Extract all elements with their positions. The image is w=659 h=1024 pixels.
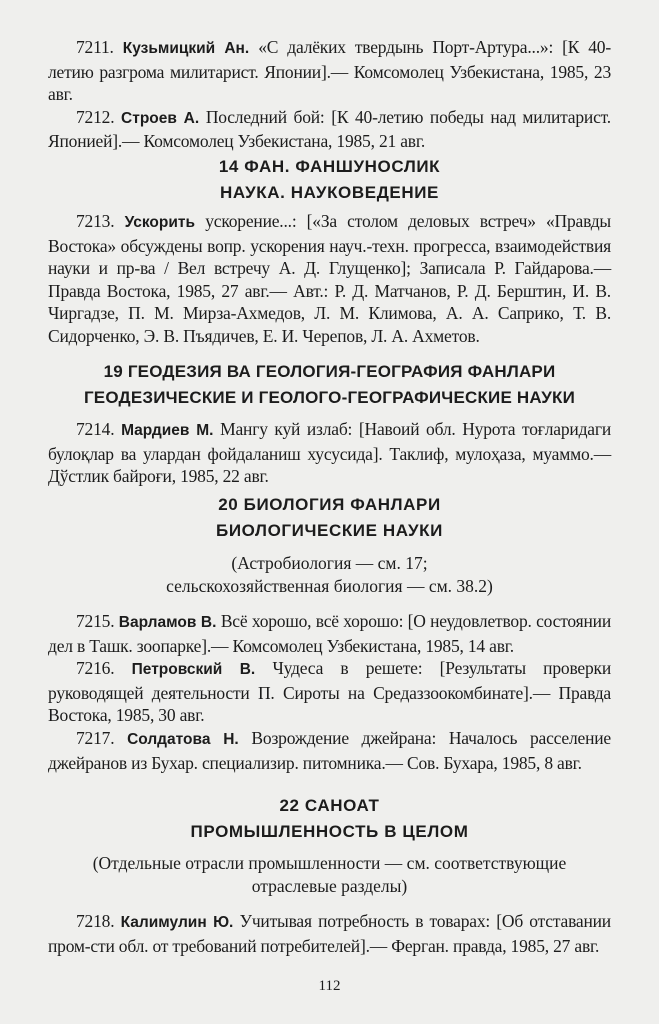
entry-group <box>48 610 611 774</box>
page-number: 112 <box>318 978 341 994</box>
entry-number: 7216. <box>76 658 115 679</box>
entry-7218 <box>48 910 611 957</box>
entry-author: Варламов В. <box>118 614 217 631</box>
section-title-uz: 22 САНОАТ <box>279 796 380 815</box>
entry-number: 7217. <box>76 727 115 748</box>
entry-text: Чудеса в решете: [Результаты проверки руководящей деятельности П. Сироты на Средаззоокомбинате].— Правда Востока, 1985, 30 авг. <box>48 658 611 726</box>
section-note: отраслевые разделы) <box>251 876 408 896</box>
section-note: (Астробиология — см. 17; <box>231 553 428 573</box>
entry-7215 <box>48 610 611 657</box>
entry-7213 <box>48 210 611 348</box>
entry-7217 <box>48 727 611 774</box>
entry-text: Мангу куй излаб: [Навоий обл. Нурота тоғларидаги булоқлар ва улардан фойдаланиш хусусида]. Таклиф, мулоҳаза, муаммо.— Дўстлик байроғи, 1985, 22 авг. <box>48 419 611 487</box>
entry-7216 <box>48 657 611 727</box>
entry-author: Калимулин Ю. <box>120 914 234 931</box>
entry-text: Последний бой: [К 40-летию победы над милитарист. Японией].— Комсомолец Узбекистана, 1985, 21 авг. <box>48 106 611 152</box>
entry-text: Возрождение джейрана: Началось расселение джейранов из Бухар. специализир. питомника.— Сов. Бухара, 1985, 8 авг. <box>48 727 612 773</box>
entry-author: Строев А. <box>121 109 200 127</box>
section-title-ru: ПРОМЫШЛЕННОСТЬ В ЦЕЛОМ <box>190 822 469 841</box>
entry-group <box>48 36 611 153</box>
section-title-ru: ГЕОДЕЗИЧЕСКИЕ И ГЕОЛОГО-ГЕОГРАФИЧЕСКИЕ НАУКИ <box>83 388 576 407</box>
entry-author: Солдатова Н. <box>127 730 239 748</box>
entry-text: Учитывая потребность в товарах: [Об отставании пром-сти обл. от требований потребителей].— Ферган. правда, 1985, 27 авг. <box>48 911 611 956</box>
section-title-uz: 14 ФАН. ФАНШУНОСЛИК <box>218 157 441 176</box>
section-title-ru: БИОЛОГИЧЕСКИЕ НАУКИ <box>216 521 443 540</box>
entry-number: 7215. <box>76 611 115 631</box>
entry-number: 7211. <box>76 37 114 57</box>
section-heading <box>48 793 611 898</box>
entry-text: Всё хорошо, всё хорошо: [О неудовлетвор. состоянии дел в Ташк. зоопарке].— Комсомолец Узбекистана, 1985, 14 авг. <box>48 611 611 656</box>
entry-text: «С далёких твердынь Порт-Артура...»: [К 40-летию разгрома милитарист. Японии].— Комсомолец Узбекистана, 1985, 23 авг. <box>48 37 611 105</box>
section-note: сельскохозяйственная биология — см. 38.2) <box>166 576 493 596</box>
entry-7214 <box>48 418 611 488</box>
entry-author: Ускорить <box>124 214 196 231</box>
section-title-uz: 19 ГЕОДЕЗИЯ ВА ГЕОЛОГИЯ-ГЕОГРАФИЯ ФАНЛАРИ <box>103 362 556 381</box>
entry-group <box>48 418 611 488</box>
section-heading <box>48 492 611 598</box>
entry-number: 7212. <box>76 106 115 127</box>
section-title-uz: 20 БИОЛОГИЯ ФАНЛАРИ <box>218 495 441 514</box>
entry-author: Петровский В. <box>131 661 256 679</box>
entry-text: ускорение...: [«За столом деловых встреч» «Правды Востока» обсуждены вопр. ускорения науч.-техн. прогресса, взаимодействия науки и пр-ва / Вел встречу А. Д. Глущенко]; Записала Р. Гайдарова.— Правда Востока, 1985, 27 авг.— Авт.: Р. Д. Матчанов, Р. Д. Берштин, И. В. Чиргадзе, П. М. Мирза-Ахмедов, Л. М. Климова, А. А. Саприко, Т. В. Сидорченко, Э. В. Пъядичев, Е. И. Черепов, Л. А. Ахметов. <box>48 211 611 346</box>
entry-number: 7218. <box>76 911 115 931</box>
section-heading <box>48 154 611 206</box>
entry-7212 <box>48 106 611 153</box>
section-heading <box>40 359 619 411</box>
section-title-ru: НАУКА. НАУКОВЕДЕНИЕ <box>220 183 439 202</box>
entry-author: Кузьмицкий Ан. <box>122 40 250 57</box>
entry-7211 <box>48 36 611 106</box>
section-note: (Отдельные отрасли промышленности — см. соответствующие <box>92 853 567 873</box>
entry-number: 7213. <box>76 211 115 231</box>
entry-group <box>48 210 611 348</box>
entry-number: 7214. <box>76 419 115 439</box>
entry-group <box>48 910 611 957</box>
entry-author: Мардиев М. <box>121 422 214 439</box>
